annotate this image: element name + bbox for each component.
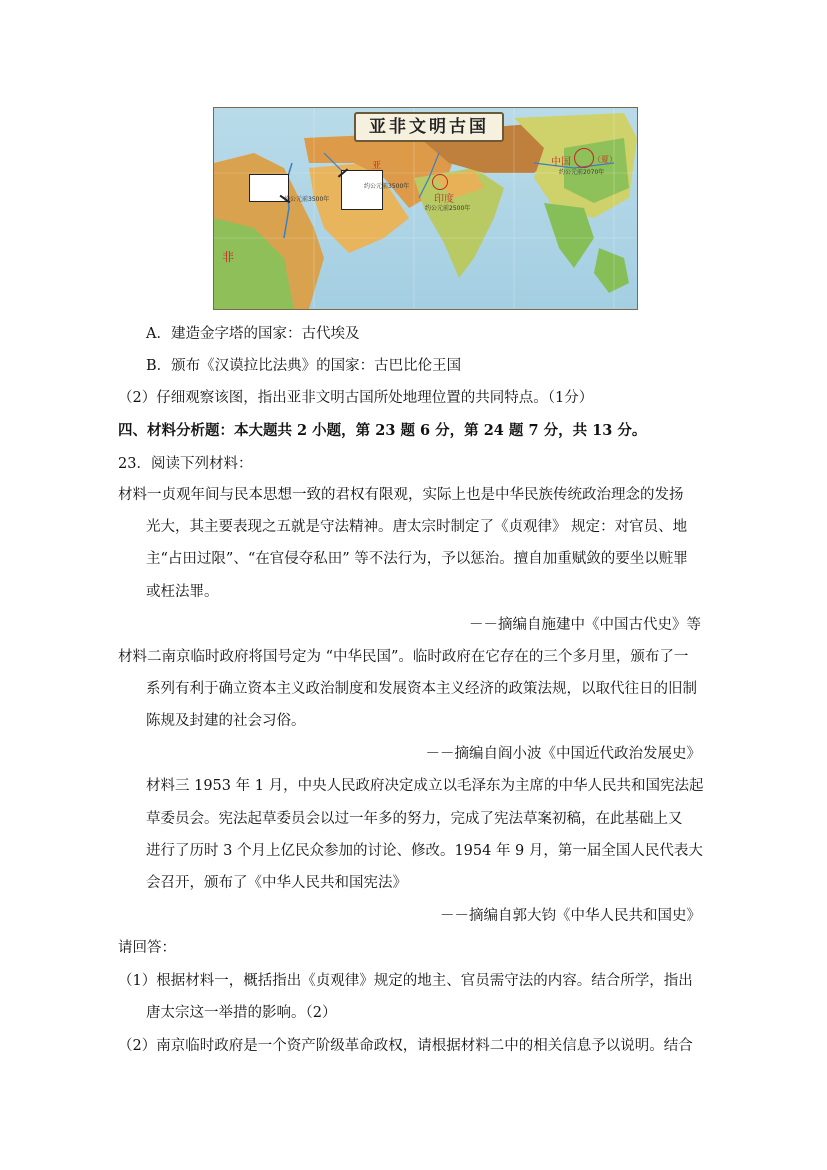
babylon-date-label: 约公元前3500年 <box>364 183 410 190</box>
material3-line: 会召开，颁布了《中华人民共和国宪法》 <box>146 875 407 891</box>
material2-line: 系列有利于确立资本主义政治制度和发展资本主义经济的政策法规，以取代往日的旧制 <box>146 681 697 697</box>
china-circle-marker <box>574 148 594 168</box>
india-circle-marker <box>432 174 448 190</box>
map-title-banner <box>354 112 504 142</box>
china-date-label: 约公元前2070年 <box>559 169 605 176</box>
source-3: －－摘编自郭大钧《中华人民共和国史》 <box>440 908 701 924</box>
material3-line: 材料三 1953 年 1 月，中央人民政府决定成立以毛泽东为主席的中华人民共和国宪法起 <box>146 778 704 794</box>
section-title: 四、材料分析题：本大题共 2 小题，第 23 题 6 分，第 24 题 7 分，共 13 分。 <box>118 422 647 439</box>
question-1-2: （2）仔细观察该图，指出亚非文明古国所处地理位置的共同特点。（1分） <box>118 390 594 406</box>
babylon-blank-box <box>341 170 383 210</box>
material2-line: 陈规及封建的社会习俗。 <box>146 713 306 729</box>
china-label: 中国 <box>551 157 571 168</box>
asia-label: 亚 <box>372 161 382 171</box>
egypt-date-label: 约公元前3500年 <box>284 196 330 203</box>
question-23-intro: 23．阅读下列材料： <box>118 456 253 472</box>
question-1-line: 唐太宗这一举措的影响。（2） <box>146 1005 337 1021</box>
source-1: －－摘编自施建中《中国古代史》等 <box>469 617 701 633</box>
material1-line: 材料一贞观年间与民本思想一致的君权有限观，实际上也是中华民族传统政治理念的发扬 <box>118 487 684 503</box>
please-answer: 请回答： <box>118 940 176 956</box>
india-label: 印度 <box>434 194 454 205</box>
material1-line: 或枉法罪。 <box>146 584 219 600</box>
material3-line: 进行了历时 3 个月上亿民众参加的讨论、修改。1954 年 9 月，第一届全国人民代表大 <box>146 843 703 859</box>
option-a: A．建造金字塔的国家：古代埃及 <box>146 326 360 342</box>
india-date-label: 约公元前2500年 <box>425 205 471 212</box>
map-title: 亚非文明古国 <box>369 117 489 137</box>
ancient-civilizations-map <box>213 107 638 310</box>
china-dynasty-label: （夏） <box>593 155 617 164</box>
africa-label: 非 <box>222 250 235 264</box>
question-2-line: （2）南京临时政府是一个资产阶级革命政权，请根据材料二中的相关信息予以说明。结合 <box>118 1038 693 1054</box>
material1-line: 光大，其主要表现之五就是守法精神。唐太宗时制定了《贞观律》 规定：对官员、地 <box>146 519 688 535</box>
material2-line: 材料二南京临时政府将国号定为 “中华民国”。临时政府在它存在的三个多月里，颁布了一 <box>118 649 689 665</box>
source-2: －－摘编自阎小波《中国近代政治发展史》 <box>425 746 701 762</box>
material3-line: 草委员会。宪法起草委员会以过一年多的努力，完成了宪法草案初稿，在此基础上又 <box>146 811 683 827</box>
option-b: B．颁布《汉谟拉比法典》的国家：古巴比伦王国 <box>146 358 462 374</box>
question-1-line: （1）根据材料一，概括指出《贞观律》规定的地主、官员需守法的内容。结合所学，指出 <box>118 973 693 989</box>
material1-line: 主“占田过限”、“在官侵夺私田” 等不法行为，予以惩治。擅自加重赋敛的要坐以赃罪 <box>146 551 688 567</box>
